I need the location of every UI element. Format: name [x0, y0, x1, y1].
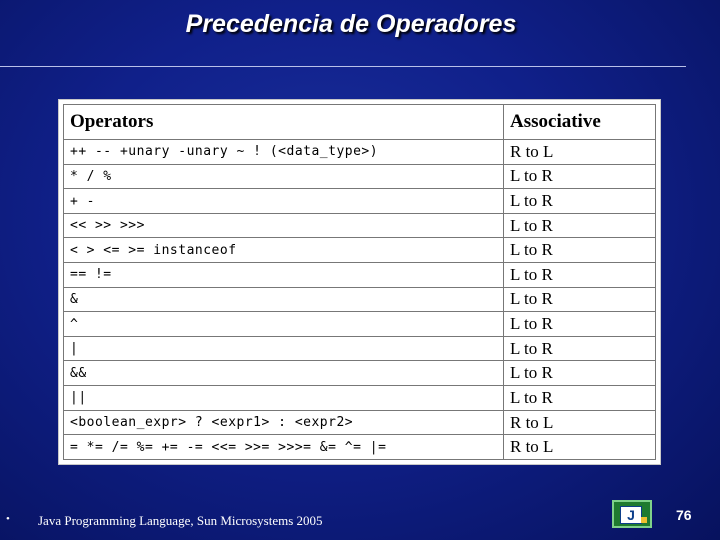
- table-row: [64, 336, 656, 361]
- associativity-cell: L to R: [504, 336, 656, 361]
- table-row: [64, 287, 656, 312]
- table-row: [64, 312, 656, 337]
- associativity-cell: L to R: [504, 361, 656, 386]
- associativity-cell: L to R: [504, 386, 656, 411]
- operators-cell: &&: [64, 361, 504, 386]
- associativity-cell: R to L: [504, 140, 656, 165]
- operator-precedence-table: [63, 104, 656, 460]
- associativity-cell: L to R: [504, 213, 656, 238]
- footer-citation: Java Programming Language, Sun Microsystems 2005: [38, 513, 323, 528]
- operators-cell: < > <= >= instanceof: [64, 238, 504, 263]
- table-row: [64, 410, 656, 435]
- logo-dot: [641, 517, 647, 523]
- page-number: 76: [676, 507, 692, 523]
- table-row: [64, 361, 656, 386]
- table-row: [64, 213, 656, 238]
- java-logo-icon: [612, 500, 652, 528]
- header-associative: Associative: [504, 105, 656, 140]
- title-divider: [0, 66, 686, 67]
- operators-cell: << >> >>>: [64, 213, 504, 238]
- operators-cell: * / %: [64, 164, 504, 189]
- operators-cell: = *= /= %= += -= <<= >>= >>>= &= ^= |=: [64, 435, 504, 460]
- associativity-cell: L to R: [504, 164, 656, 189]
- table-row: [64, 238, 656, 263]
- logo-letter: J: [620, 506, 642, 524]
- operator-table-image: [58, 99, 661, 465]
- table-row: [64, 189, 656, 214]
- table-header-row: [64, 105, 656, 140]
- header-operators: Operators: [64, 105, 504, 140]
- associativity-cell: L to R: [504, 287, 656, 312]
- operators-cell: &: [64, 287, 504, 312]
- associativity-cell: L to R: [504, 263, 656, 288]
- table-row: [64, 386, 656, 411]
- operators-cell: ^: [64, 312, 504, 337]
- table-row: [64, 263, 656, 288]
- table-row: [64, 435, 656, 460]
- operators-cell: <boolean_expr> ? <expr1> : <expr2>: [64, 410, 504, 435]
- operators-cell: ||: [64, 386, 504, 411]
- operators-cell: |: [64, 336, 504, 361]
- associativity-cell: L to R: [504, 312, 656, 337]
- associativity-cell: R to L: [504, 410, 656, 435]
- footer-bullet: •: [6, 513, 10, 525]
- associativity-cell: L to R: [504, 189, 656, 214]
- operators-cell: + -: [64, 189, 504, 214]
- table-row: [64, 140, 656, 165]
- operators-cell: ++ -- +unary -unary ~ ! (<data_type>): [64, 140, 504, 165]
- table-row: [64, 164, 656, 189]
- associativity-cell: L to R: [504, 238, 656, 263]
- operators-cell: == !=: [64, 263, 504, 288]
- associativity-cell: R to L: [504, 435, 656, 460]
- slide-title: Precedencia de Operadores: [185, 10, 517, 38]
